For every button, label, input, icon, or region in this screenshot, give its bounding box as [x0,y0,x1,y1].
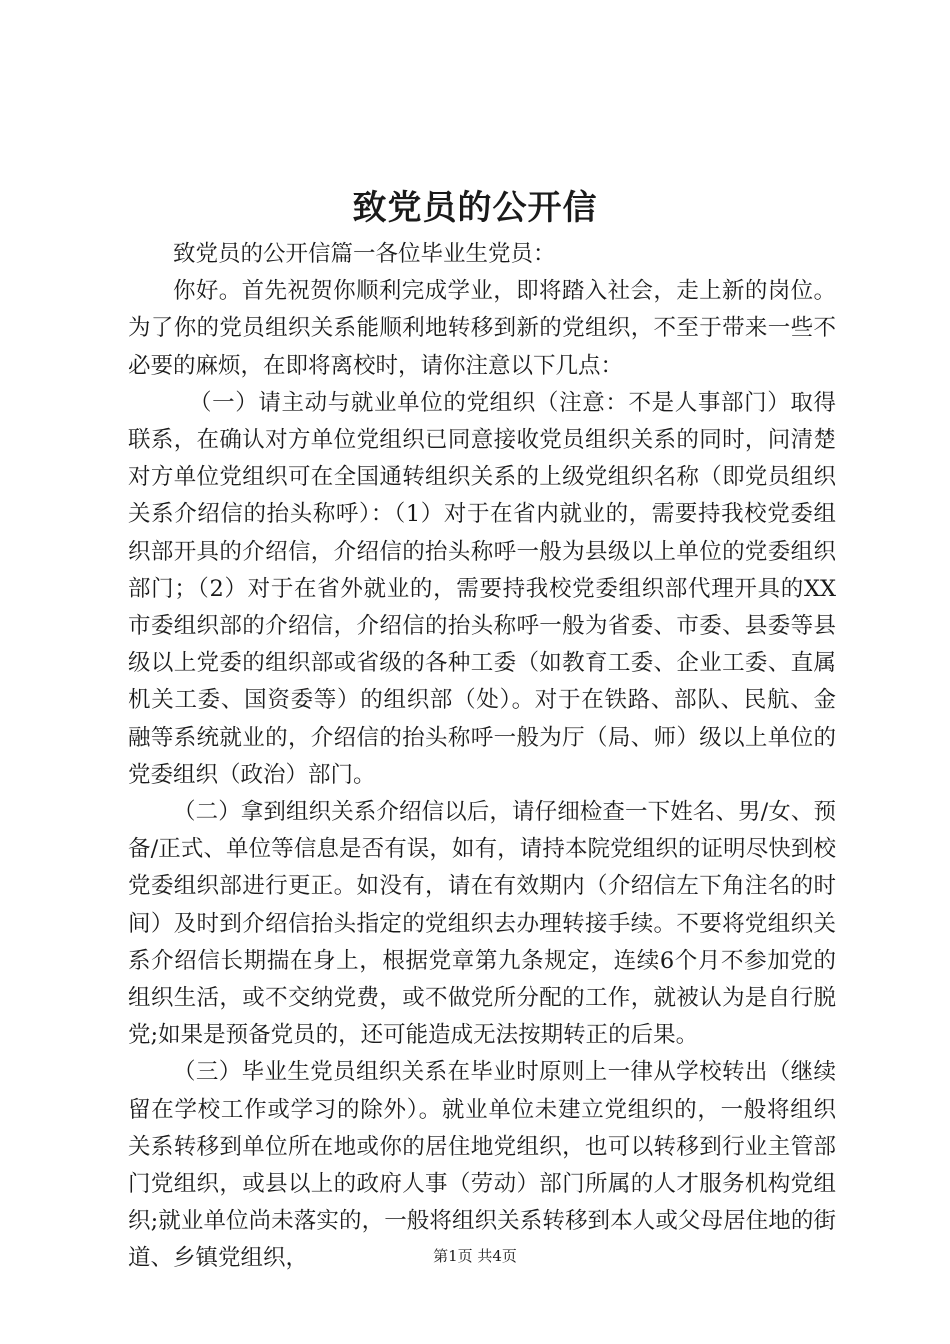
paragraph-point-1: （一）请主动与就业单位的党组织（注意：不是人事部门）取得联系，在确认对方单位党组织已同意接收党员组织关系的同时，问清楚对方单位党组织可在全国通转组织关系的上级党组织名称（即党员组织关系介绍信的抬头称呼）：（1）对于在省内就业的，需要持我校党委组织部开具的介绍信，介绍信的抬头称呼一般为县级以上单位的党委组织部门；（2）对于在省外就业的，需要持我校党委组织部代理开具的XX市委组织部的介绍信，介绍信的抬头称呼一般为省委、市委、县委等县级以上党委的组织部或省级的各种工委（如教育工委、企业工委、直属机关工委、国资委等）的组织部（处）。对于在铁路、部队、民航、金融等系统就业的，介绍信的抬头称呼一般为厅（局、师）级以上单位的党委组织（政治）部门。 [128,389,836,788]
document-body [128,236,836,1278]
page-number: 第1页 共4页 [433,1247,517,1265]
paragraph-greeting: 你好。首先祝贺你顺利完成学业，即将踏入社会，走上新的岗位。为了你的党员组织关系能顺利地转移到新的党组织，不至于带来一些不必要的麻烦，在即将离校时，请你注意以下几点： [128,278,836,379]
document-title: 致党员的公开信 [352,188,598,228]
paragraph-point-2: （二）拿到组织关系介绍信以后，请仔细检查一下姓名、男/女、预备/正式、单位等信息是否有误，如有，请持本院党组织的证明尽快到校党委组织部进行更正。如没有，请在有效期内（介绍信左下角注名的时间）及时到介绍信抬头指定的党组织去办理转接手续。不要将党组织关系介绍信长期揣在身上，根据党章第九条规定，连续6个月不参加党的组织生活，或不交纳党费，或不做党所分配的工作，就被认为是自行脱党;如果是预备党员的，还可能造成无法按期转正的后果。 [128,799,836,1049]
paragraph-salutation: 致党员的公开信篇一各位毕业生党员： [173,241,556,267]
paragraph-point-3: （三）毕业生党员组织关系在毕业时原则上一律从学校转出（继续留在学校工作或学习的除外）。就业单位未建立党组织的，一般将组织关系转移到单位所在地或你的居住地党组织，也可以转移到行业主管部门党组织，或县以上的政府人事（劳动）部门所属的人才服务机构党组织;就业单位尚未落实的，一般将组织关系转移到本人或父母居住地的街道、乡镇党组织， [128,1059,836,1272]
